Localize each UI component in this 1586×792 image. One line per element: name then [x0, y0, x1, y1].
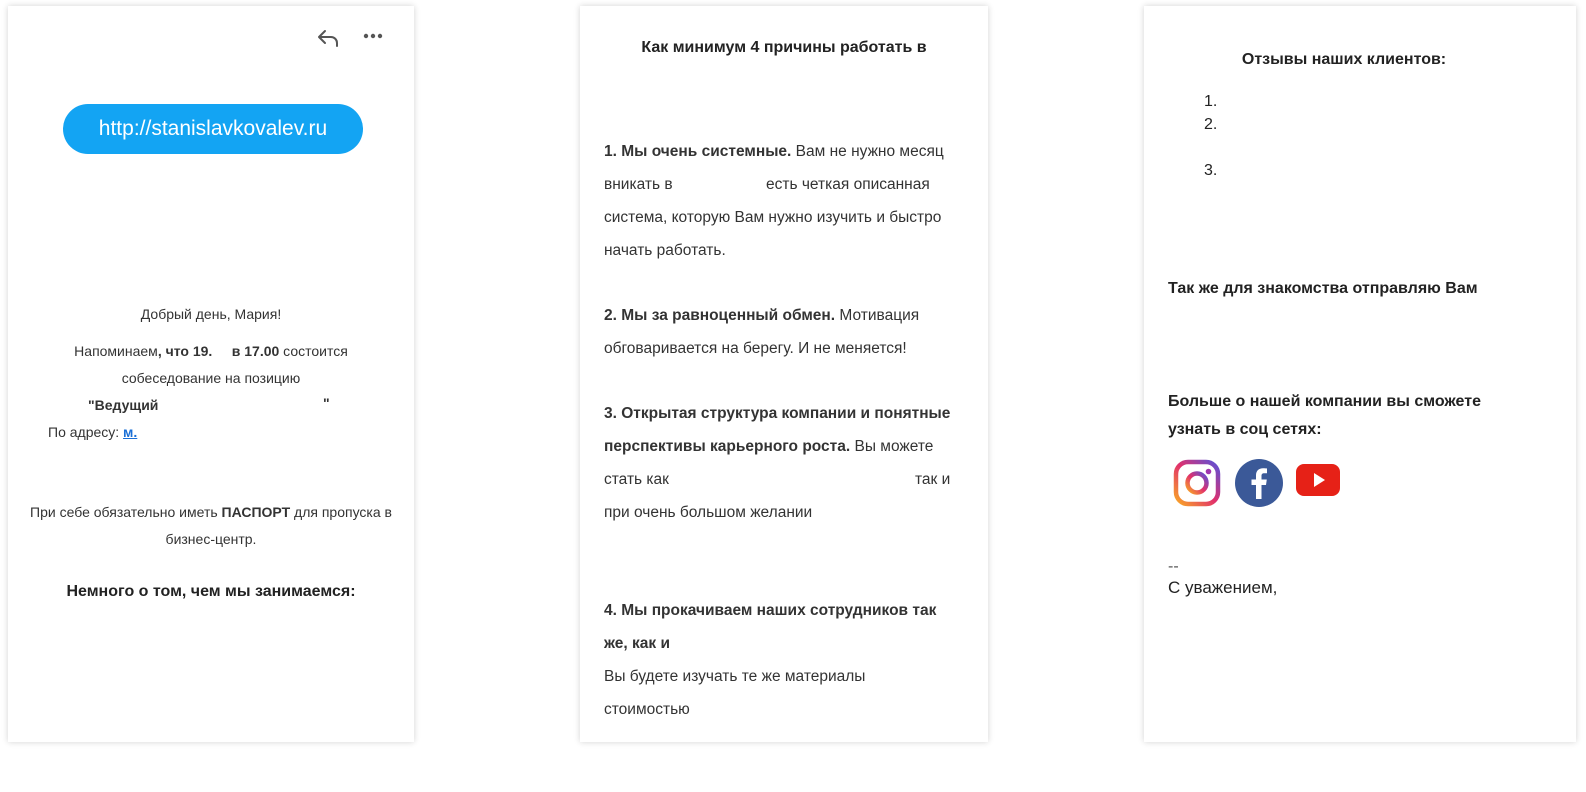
- position-open: "Ведущий: [88, 397, 159, 413]
- reason3-title1: 3. Открытая структура компании и понятные: [604, 405, 951, 422]
- email-panel-3: [1144, 6, 1576, 742]
- social-line-2: узнать в соц сетях:: [1168, 421, 1322, 438]
- reminder-line: [8, 343, 414, 359]
- passport-suffix: для пропуска в: [294, 504, 392, 520]
- address-link[interactable]: м.: [123, 424, 138, 440]
- passport-word: ПАСПОРТ: [221, 504, 291, 520]
- passport-line-2: бизнес-центр.: [165, 531, 257, 547]
- reason3-title2: перспективы карьерного роста.: [604, 438, 851, 455]
- more-dots-icon[interactable]: [362, 26, 384, 52]
- reason1-text2b: есть четкая описанная: [766, 176, 930, 193]
- address-line: [48, 424, 137, 440]
- reason3-line4: при очень большом желании: [604, 504, 813, 521]
- reviews-heading: Отзывы наших клиентов:: [1241, 51, 1447, 68]
- address-label: По адресу:: [48, 424, 120, 440]
- reply-arrow-icon[interactable]: [316, 28, 340, 54]
- reminder-suffix: состоится: [283, 343, 348, 359]
- regards-line: С уважением,: [1168, 578, 1278, 597]
- reason3-text3b: так и: [915, 471, 951, 488]
- reason2-line2: обговаривается на берегу. И не меняется!: [604, 340, 907, 357]
- passport-prefix: При себе обязательно иметь: [30, 504, 218, 520]
- position-close: ": [323, 395, 330, 411]
- reason2-title: 2. Мы за равноценный обмен.: [604, 307, 836, 324]
- review-item-3: 3.: [1204, 162, 1218, 179]
- youtube-icon[interactable]: [1295, 462, 1345, 512]
- website-link-button[interactable]: http://stanislavkovalev.ru: [63, 104, 363, 154]
- reason4-title1: 4. Мы прокачиваем наших сотрудников так: [604, 602, 937, 619]
- reason3-line2: [604, 438, 933, 456]
- reminder-date: , что 19.: [157, 343, 213, 359]
- reminder-prefix: Напоминаем: [74, 343, 158, 359]
- reason1-line2: [604, 176, 673, 194]
- instagram-icon[interactable]: [1172, 458, 1222, 508]
- reason4-line3: Вы будете изучать те же материалы: [604, 668, 866, 685]
- reason3-text3a: стать как: [604, 471, 669, 488]
- reminder-time: в 17.00: [231, 343, 280, 359]
- email-panel-1: [8, 6, 414, 742]
- reason1-title: 1. Мы очень системные.: [604, 143, 792, 160]
- reason1-line1: [604, 143, 944, 161]
- facebook-icon[interactable]: [1234, 458, 1284, 508]
- greeting: Добрый день, Мария!: [140, 306, 282, 322]
- social-line-1: Больше о нашей компании вы сможете: [1168, 393, 1481, 410]
- reason4-title2: же, как и: [604, 635, 670, 652]
- intro-line: Так же для знакомства отправляю Вам: [1168, 280, 1478, 297]
- email-panel-2: [580, 6, 988, 742]
- reason1-text1: Вам не нужно месяц: [795, 143, 944, 160]
- review-item-1: 1.: [1204, 93, 1218, 110]
- reason4-line4: стоимостью: [604, 701, 690, 718]
- reason1-line3: система, которую Вам нужно изучить и быстро: [604, 209, 942, 226]
- review-item-2: 2.: [1204, 116, 1218, 133]
- reasons-heading: Как минимум 4 причины работать в: [641, 39, 927, 56]
- passport-line: [8, 504, 414, 520]
- interview-line: собеседование на позицию: [121, 370, 301, 386]
- reason3-text2: Вы можете: [854, 438, 934, 455]
- about-heading: Немного о том, чем мы занимаемся:: [66, 583, 356, 600]
- reason2-text1: Мотивация: [839, 307, 920, 324]
- reason1-text2a: вникать в: [604, 176, 673, 193]
- signature-dash: --: [1168, 558, 1179, 575]
- reason1-line4: начать работать.: [604, 242, 726, 259]
- reason2-line1: [604, 307, 919, 325]
